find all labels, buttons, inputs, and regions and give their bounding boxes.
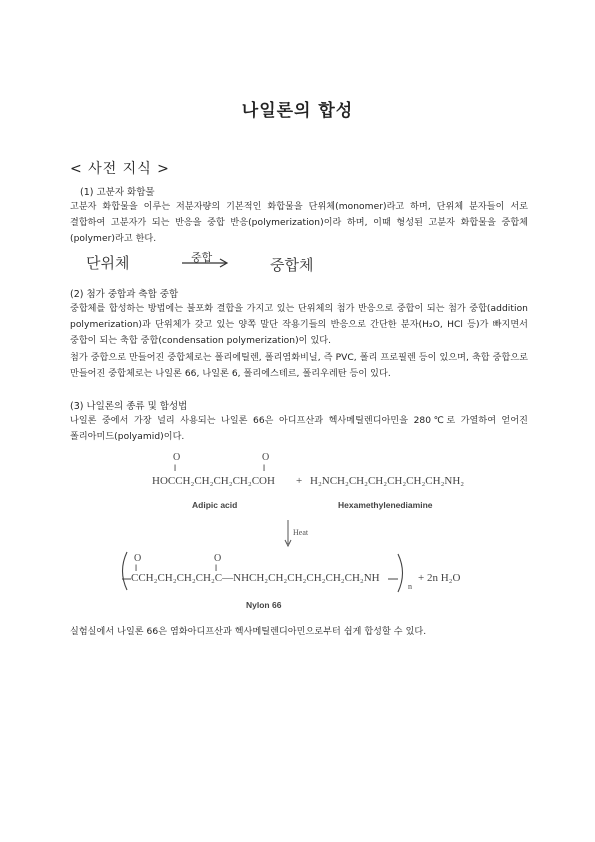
paragraph-3: 첨가 중합으로 만들어진 중합체로는 폴리에틸렌, 폴리염화비닐, 즉 PVC, 폴리 프로필렌 등이 있으며, 축합 중합으로 만들어진 중합체로는 나일론 66, 나일론 6, 폴리에스테르, 폴리우레탄 등이 있다.	[70, 353, 528, 380]
product-nylon66-formula: CCH₂CH₂CH₂CH₂C—NHCH₂CH₂CH₂CH₂CH₂CH₂NH	[131, 572, 380, 584]
reaction-plus: +	[296, 475, 303, 487]
subsection-2-heading: (2) 첨가 중합과 축합 중합	[70, 289, 179, 300]
adipic-acid-label: Adipic acid	[192, 500, 238, 510]
paragraph-1: 고분자 화합물을 이루는 저분자량의 기본적인 화합물을 단위체(monomer)라고 하며, 단위체 분자들이 서로 결합하여 고분자가 되는 반응을 중합 반응(polymerization)이라 하며, 이때 형성된 고분자 화합물을 중합체(polymer)라고 한다.	[70, 202, 528, 245]
page-title: 나일론의 합성	[241, 101, 354, 121]
reactant-adipic-acid-formula: HOCCH₂CH₂CH₂CH₂COH	[152, 475, 275, 487]
product-carbonyl-bond-2: ‖	[215, 563, 218, 573]
product-carbonyl-bond-1: ‖	[135, 563, 138, 573]
handwritten-polymer: 중합체	[270, 256, 314, 274]
nylon66-label: Nylon 66	[246, 600, 282, 610]
reaction-condition-heat: Heat	[293, 528, 309, 537]
subsection-3-heading: (3) 나일론의 종류 및 합성법	[70, 401, 188, 412]
product-left-paren	[116, 550, 130, 592]
product-byproduct-water: + 2n H₂O	[418, 572, 461, 584]
hexamethylenediamine-label: Hexamethylenediamine	[338, 500, 433, 510]
carbonyl-bond-1: ‖	[174, 463, 177, 473]
product-carbonyl-oxygen-2: O	[214, 553, 222, 564]
reaction-arrow	[283, 520, 293, 548]
section-heading: < 사전 지식 >	[70, 161, 170, 177]
handwritten-monomer: 단위체	[86, 254, 130, 272]
carbonyl-bond-2: ‖	[263, 463, 266, 473]
paragraph-2: 중합체를 합성하는 방법에는 불포화 결합을 가지고 있는 단위체의 첨가 반응으로 중합이 되는 첨가 중합(addition polymerization)과 단위체가 갖고 있는 양쪽 말단 작용기들의 반응으로 간단한 분자(H₂O, HCl 등)가 빠지면서 중합이 되는 축합 중합(condensation polymerization)이 있다.	[70, 304, 528, 347]
carbonyl-oxygen-2: O	[262, 452, 270, 463]
carbonyl-oxygen-1: O	[173, 452, 181, 463]
product-trailing-bond-and-paren	[388, 552, 410, 594]
paragraph-5: 실험실에서 나일론 66은 염화아디프산과 헥사메틸렌디아민으로부터 쉽게 합성할 수 있다.	[70, 627, 427, 637]
handwritten-arrow	[180, 258, 232, 268]
reactant-diamine-formula: H₂NCH₂CH₂CH₂CH₂CH₂CH₂NH₂	[310, 475, 465, 487]
product-carbonyl-oxygen-1: O	[134, 553, 142, 564]
paragraph-4: 나일론 중에서 가장 널리 사용되는 나일론 66은 아디프산과 헥사메틸렌디아민을 280℃로 가열하여 얻어진 폴리아미드(polyamid)이다.	[70, 416, 528, 443]
handwritten-polymerization: 중합	[191, 251, 213, 264]
subsection-1-heading: (1) 고분자 화합물	[80, 187, 155, 198]
product-subscript-n: n	[408, 582, 412, 591]
